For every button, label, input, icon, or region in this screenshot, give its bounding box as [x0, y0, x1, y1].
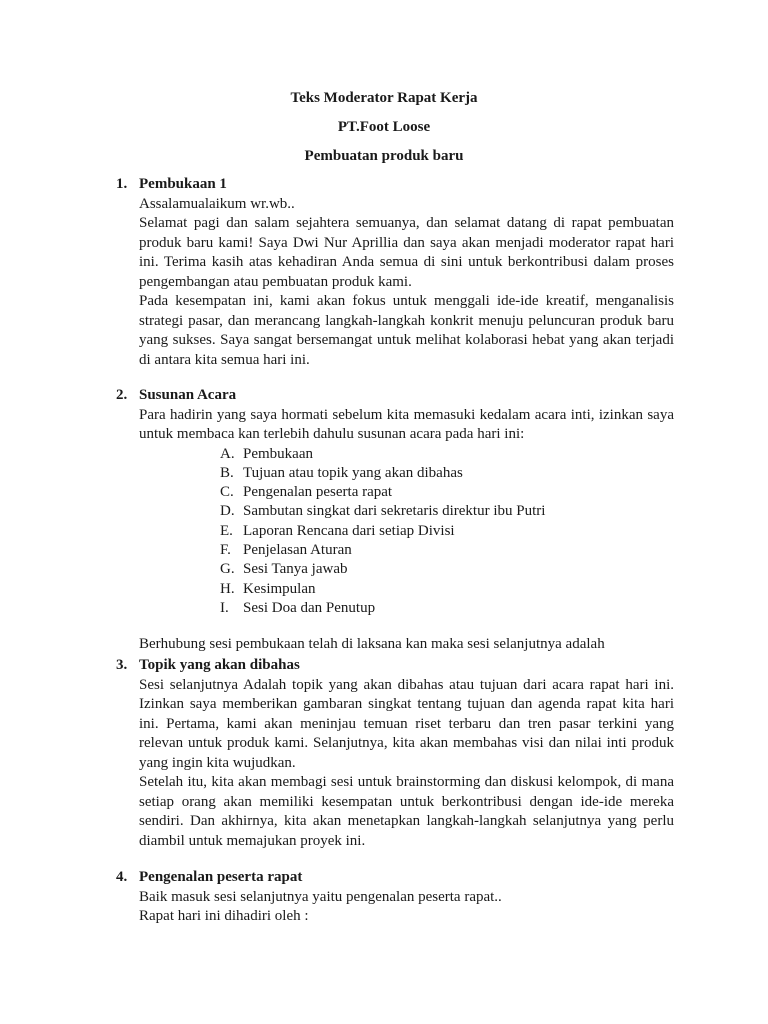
company-name: PT.Foot Loose — [337, 119, 431, 135]
agenda-text: Pengenalan peserta rapat — [243, 484, 393, 501]
section-title: Susunan Acara — [139, 387, 237, 403]
agenda-letter: D. — [220, 503, 235, 520]
agenda-letter: H. — [220, 580, 235, 597]
agenda-text: Sesi Tanya jawab — [243, 561, 348, 578]
agenda-text: Laporan Rencana dari setiap Divisi — [243, 522, 455, 539]
section-number: 1. — [116, 176, 128, 192]
agenda-closing: Berhubung sesi pembukaan telah di laksana kan maka sesi selanjutnya adalah — [139, 636, 605, 653]
agenda-text: Kesimpulan — [243, 580, 316, 597]
agenda-text: Sesi Doa dan Penutup — [243, 599, 376, 616]
agenda-item — [220, 502, 674, 521]
section-heading — [116, 868, 674, 888]
document-subject: Pembuatan produk baru — [304, 148, 464, 164]
agenda-item — [220, 560, 674, 579]
welcome-paragraph: Selamat pagi dan salam sejahtera semuanya, dan selamat datang di rapat pembuatan produk baru kami! Saya Dwi Nur Aprillia dan saya akan menjadi moderator rapat hari ini. Terima kasih atas kehadiran Anda semua di sini untuk berkontribusi dalam proses pengembangan atau pembuatan produk kami. — [139, 215, 674, 290]
agenda-text: Penjelasan Aturan — [243, 541, 352, 558]
section-number: 3. — [116, 657, 128, 673]
focus-paragraph: Pada kesempatan ini, kami akan fokus untuk menggali ide-ide kreatif, menganalisis strategi pasar, dan merancang langkah-langkah konkrit menuju peluncuran produk baru yang sukses. Saya sangat bersemangat untuk melihat kolaborasi hebat yang akan terjadi di antara kita semua hari ini. — [139, 293, 674, 368]
agenda-letter: A. — [220, 445, 235, 462]
section-title: Pembukaan 1 — [139, 176, 227, 192]
agenda-list — [139, 445, 674, 619]
section-number: 4. — [116, 869, 128, 885]
agenda-item — [220, 483, 674, 502]
greeting-paragraph: Assalamualaikum wr.wb.. — [139, 195, 295, 212]
agenda-item — [220, 522, 674, 541]
section-title: Pengenalan peserta rapat — [139, 869, 303, 885]
section-pengenalan-peserta — [116, 868, 674, 927]
agenda-text: Tujuan atau topik yang akan dibahas — [243, 464, 463, 481]
section-heading — [116, 656, 674, 676]
agenda-intro: Para hadirin yang saya hormati sebelum kita memasuki kedalam acara inti, izinkan saya untuk membaca kan terlebih dahulu susunan acara pada hari ini: — [139, 406, 674, 442]
section-heading — [116, 386, 674, 406]
participants-intro: Baik masuk sesi selanjutnya yaitu pengenalan peserta rapat.. — [139, 888, 502, 905]
section-number: 2. — [116, 387, 128, 403]
section-topik — [116, 656, 674, 851]
agenda-item — [220, 445, 674, 464]
agenda-letter: E. — [220, 522, 233, 539]
document-title: Teks Moderator Rapat Kerja — [290, 90, 478, 106]
agenda-item — [220, 541, 674, 560]
agenda-letter: I. — [220, 599, 229, 616]
agenda-letter: G. — [220, 561, 235, 578]
brainstorm-paragraph: Setelah itu, kita akan membagi sesi untuk brainstorming dan diskusi kelompok, di mana setiap orang akan memiliki kesempatan untuk berkontribusi dengan ide-ide mereka sendiri. Dan akhirnya, kita akan menetapkan langkah-langkah selanjutnya yang perlu diambil untuk memajukan proyek ini. — [139, 774, 674, 849]
section-title: Topik yang akan dibahas — [139, 657, 300, 673]
section-pembukaan — [116, 175, 674, 370]
topic-paragraph: Sesi selanjutnya Adalah topik yang akan dibahas atau tujuan dari acara rapat hari ini. Izinkan saya memberikan gambaran singkat tentang tujuan dan agenda rapat kita hari ini. Pertama, kami akan meninjau temuan riset terbaru dan tren pasar terkini yang relevan untuk produk kami. Selanjutnya, kita akan membahas visi dan nilai inti produk yang ingin kita wujudkan. — [139, 676, 674, 771]
agenda-letter: B. — [220, 464, 234, 481]
section-heading — [116, 175, 674, 195]
agenda-text: Pembukaan — [243, 445, 313, 462]
section-susunan-acara — [116, 386, 674, 655]
agenda-item — [220, 580, 674, 599]
agenda-text: Sambutan singkat dari sekretaris direktur ibu Putri — [243, 503, 546, 520]
agenda-item — [220, 464, 674, 483]
agenda-item — [220, 599, 674, 618]
agenda-letter: F. — [220, 541, 231, 558]
attendees-label: Rapat hari ini dihadiri oleh : — [139, 908, 309, 924]
agenda-letter: C. — [220, 484, 234, 501]
